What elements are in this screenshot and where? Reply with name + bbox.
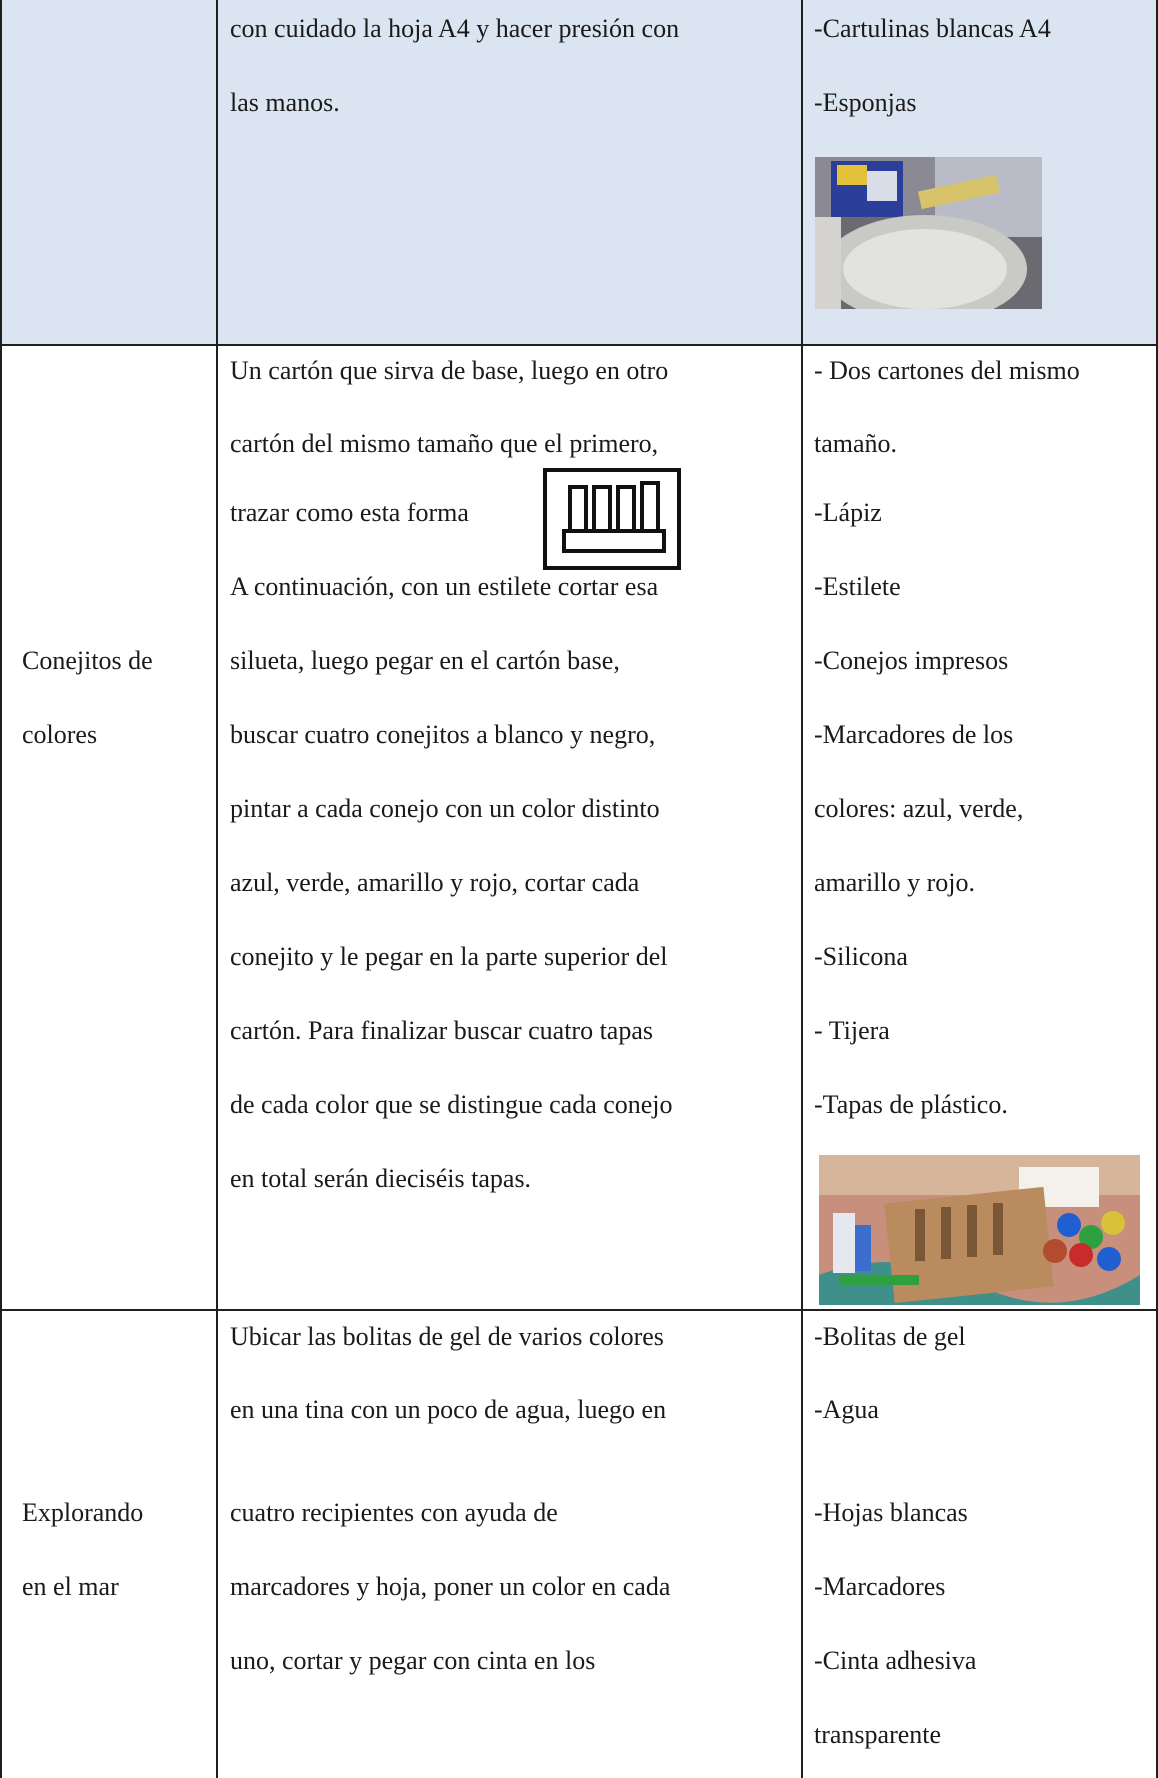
sponges-photo	[815, 157, 1042, 309]
col-border-2	[801, 0, 803, 1778]
col-border-left	[0, 0, 2, 1778]
row2-material-3: -Lápiz	[814, 498, 882, 527]
row2-desc-line-11: de cada color que se distingue cada conejo	[230, 1090, 673, 1119]
row2-activity-line-1: Conejitos de	[22, 646, 153, 675]
row2-desc-line-1: Un cartón que sirva de base, luego en otro	[230, 356, 669, 385]
row2-material-9: -Silicona	[814, 942, 908, 971]
row3-material-1: -Bolitas de gel	[814, 1322, 966, 1351]
row3-desc-line-3: cuatro recipientes con ayuda de	[230, 1498, 558, 1527]
row2-desc-line-4: A continuación, con un estilete cortar esa	[230, 572, 659, 601]
row2-desc-line-7: pintar a cada conejo con un color distinto	[230, 794, 660, 823]
row1-material-1: -Cartulinas blancas A4	[814, 14, 1051, 43]
row3-material-5: -Cinta adhesiva	[814, 1646, 977, 1675]
row3-activity-line-2: en el mar	[22, 1572, 119, 1601]
row3-desc-line-2: en una tina con un poco de agua, luego en	[230, 1395, 667, 1424]
row3-material-2: -Agua	[814, 1395, 879, 1424]
row1-material-2: -Esponjas	[814, 88, 917, 117]
row3-desc-line-5: uno, cortar y pegar con cinta en los	[230, 1646, 596, 1675]
row3-material-6: transparente	[814, 1720, 942, 1749]
bottle-caps-photo	[819, 1155, 1140, 1305]
row2-material-2: tamaño.	[814, 429, 898, 458]
row2-desc-line-10: cartón. Para finalizar buscar cuatro tapas	[230, 1016, 654, 1045]
row2-desc-line-5: silueta, luego pegar en el cartón base,	[230, 646, 620, 675]
row2-material-1: - Dos cartones del mismo	[814, 356, 1080, 385]
row3-desc-line-4: marcadores y hoja, poner un color en cada	[230, 1572, 671, 1601]
row2-material-8: amarillo y rojo.	[814, 868, 976, 897]
row2-material-6: -Marcadores de los	[814, 720, 1014, 749]
row3-material-3: -Hojas blancas	[814, 1498, 968, 1527]
row2-desc-line-12: en total serán dieciséis tapas.	[230, 1164, 532, 1193]
row2-material-10: - Tijera	[814, 1016, 890, 1045]
row2-desc-line-2: cartón del mismo tamaño que el primero,	[230, 429, 659, 458]
row2-desc-line-9: conejito y le pegar en la parte superior del	[230, 942, 668, 971]
row2-material-5: -Conejos impresos	[814, 646, 1009, 675]
row1-desc-line-1: con cuidado la hoja A4 y hacer presión con	[230, 14, 680, 43]
row3-desc-line-1: Ubicar las bolitas de gel de varios colores	[230, 1322, 664, 1351]
row3-activity-line-1: Explorando	[22, 1498, 144, 1527]
row2-desc-line-3: trazar como esta forma	[230, 498, 469, 527]
row2-desc-line-6: buscar cuatro conejitos a blanco y negro,	[230, 720, 656, 749]
row2-desc-line-8: azul, verde, amarillo y rojo, cortar cada	[230, 868, 640, 897]
row2-material-11: -Tapas de plástico.	[814, 1090, 1008, 1119]
row2-material-4: -Estilete	[814, 572, 901, 601]
row2-activity-line-2: colores	[22, 720, 98, 749]
row3-material-4: -Marcadores	[814, 1572, 946, 1601]
col-border-1	[216, 0, 218, 1778]
row1-desc-line-2: las manos.	[230, 88, 340, 117]
row2-material-7: colores: azul, verde,	[814, 794, 1024, 823]
